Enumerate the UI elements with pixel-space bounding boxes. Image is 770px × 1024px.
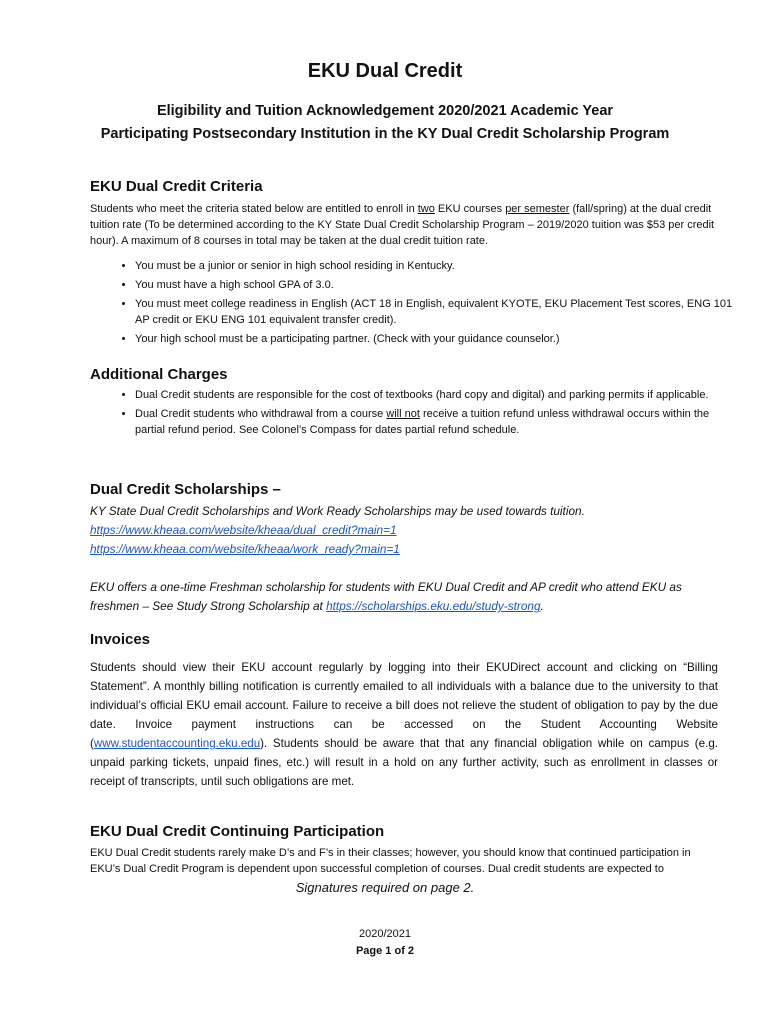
freshman-scholarship-paragraph — [90, 578, 718, 616]
charges-item — [135, 406, 735, 438]
scholarships-heading: Dual Credit Scholarships – — [90, 481, 281, 498]
criteria-text-a: Students who meet the criteria stated below are entitled to enroll in — [90, 203, 418, 215]
criteria-text-b: EKU courses — [434, 203, 506, 215]
continuing-heading: EKU Dual Credit Continuing Participation — [90, 823, 385, 840]
invoices-heading: Invoices — [90, 631, 151, 648]
criteria-item: • Your high school must be a participating partner. (Check with your guidance counselor.) — [135, 331, 735, 347]
criteria-item: • You must meet college readiness in English (ACT 18 in English, equivalent KYOTE, EKU Placement Test scores, ENG 101 AP credit or EKU ENG 101 equivalent transfer credit). — [135, 296, 735, 328]
scholarships-line: KY State Dual Credit Scholarships and Work Ready Scholarships may be used towards tuition. — [90, 504, 585, 518]
study-strong-link[interactable]: https://scholarships.eku.edu/study-strong — [326, 599, 541, 613]
subtitle-line-2: Participating Postsecondary Institution in the KY Dual Credit Scholarship Program — [100, 126, 670, 142]
criteria-text-c: (fall/spring) at the dual credit tuition rate (To be determined according to the KY State Dual Credit Scholarship Program – 2019/2020 tuition was $53 per credit hour). A maximum of 8 courses in total may be taken at the dual credit tuition rate. — [90, 203, 715, 247]
kheaa-work-ready-link-text[interactable]: https://www.kheaa.com/website/kheaa/work_ready?main=1 — [90, 542, 400, 556]
signatures-note: Signatures required on page 2. — [295, 880, 475, 895]
subtitle-line-1: Eligibility and Tuition Acknowledgement 2020/2021 Academic Year — [156, 103, 614, 119]
student-accounting-link[interactable]: www.studentaccounting.eku.edu — [93, 737, 261, 750]
charges-text-a: Dual Credit students who withdrawal from a course — [135, 408, 387, 420]
freshman-text: EKU offers a one-time Freshman scholarship for students with EKU Dual Credit and AP credit who attend EKU as freshmen – See Study Strong Scholarship at — [90, 580, 682, 613]
criteria-item: • You must have a high school GPA of 3.0. — [135, 277, 735, 293]
criteria-text-two: two — [417, 203, 435, 215]
criteria-list — [108, 258, 735, 350]
invoices-text-a: Students should view their EKU account regularly by logging into their EKUDirect account and clicking on “Billing Statement”. A monthly billing notification is currently emailed to all individuals with a balance due to the university to that individual’s official EKU email account. Failure to receive a bill does not relieve the student of obligation to pay by the due date. Invoice payment instructions can be accessed on the Student Accounting Website ( — [90, 661, 718, 750]
continuing-paragraph: EKU Dual Credit students rarely make D’s and F’s in their classes; however, you should know that continued participation in EKU’s Dual Credit Program is dependent upon successful completion of courses. Dual credit students are expected to — [90, 847, 691, 875]
footer-year: 2020/2021 — [359, 928, 411, 940]
kheaa-work-ready-link[interactable] — [90, 540, 718, 559]
charges-text-b: receive a tuition refund unless withdrawal occurs within the partial refund period. See Colonel’s Compass for dates partial refund schedule. — [135, 408, 710, 436]
criteria-paragraph — [90, 201, 718, 249]
criteria-text-per-semester: per semester — [505, 203, 570, 215]
kheaa-dual-credit-link[interactable] — [90, 521, 718, 540]
criteria-item: • You must be a junior or senior in high school residing in Kentucky. — [135, 258, 735, 274]
criteria-heading: EKU Dual Credit Criteria — [90, 178, 263, 195]
invoices-paragraph — [90, 658, 718, 791]
document-title: EKU Dual Credit — [307, 60, 463, 82]
charges-list — [108, 387, 735, 441]
freshman-text-end: . — [540, 599, 544, 613]
charges-item: • Dual Credit students are responsible for the cost of textbooks (hard copy and digital) and parking permits if applicable. — [135, 387, 735, 403]
kheaa-dual-credit-link-text[interactable]: https://www.kheaa.com/website/kheaa/dual_credit?main=1 — [90, 523, 397, 537]
invoices-text-b: ). Students should be aware that that any financial obligation while on campus (e.g. unpaid parking tickets, unpaid fines, etc.) will result in a hold on any further activity, such as enrollment in classes or receipt of transcripts, until such obligations are met. — [90, 737, 718, 788]
charges-heading: Additional Charges — [90, 366, 228, 383]
footer-page-number: Page 1 of 2 — [355, 945, 415, 957]
charges-text-will-not: will not — [386, 408, 420, 420]
